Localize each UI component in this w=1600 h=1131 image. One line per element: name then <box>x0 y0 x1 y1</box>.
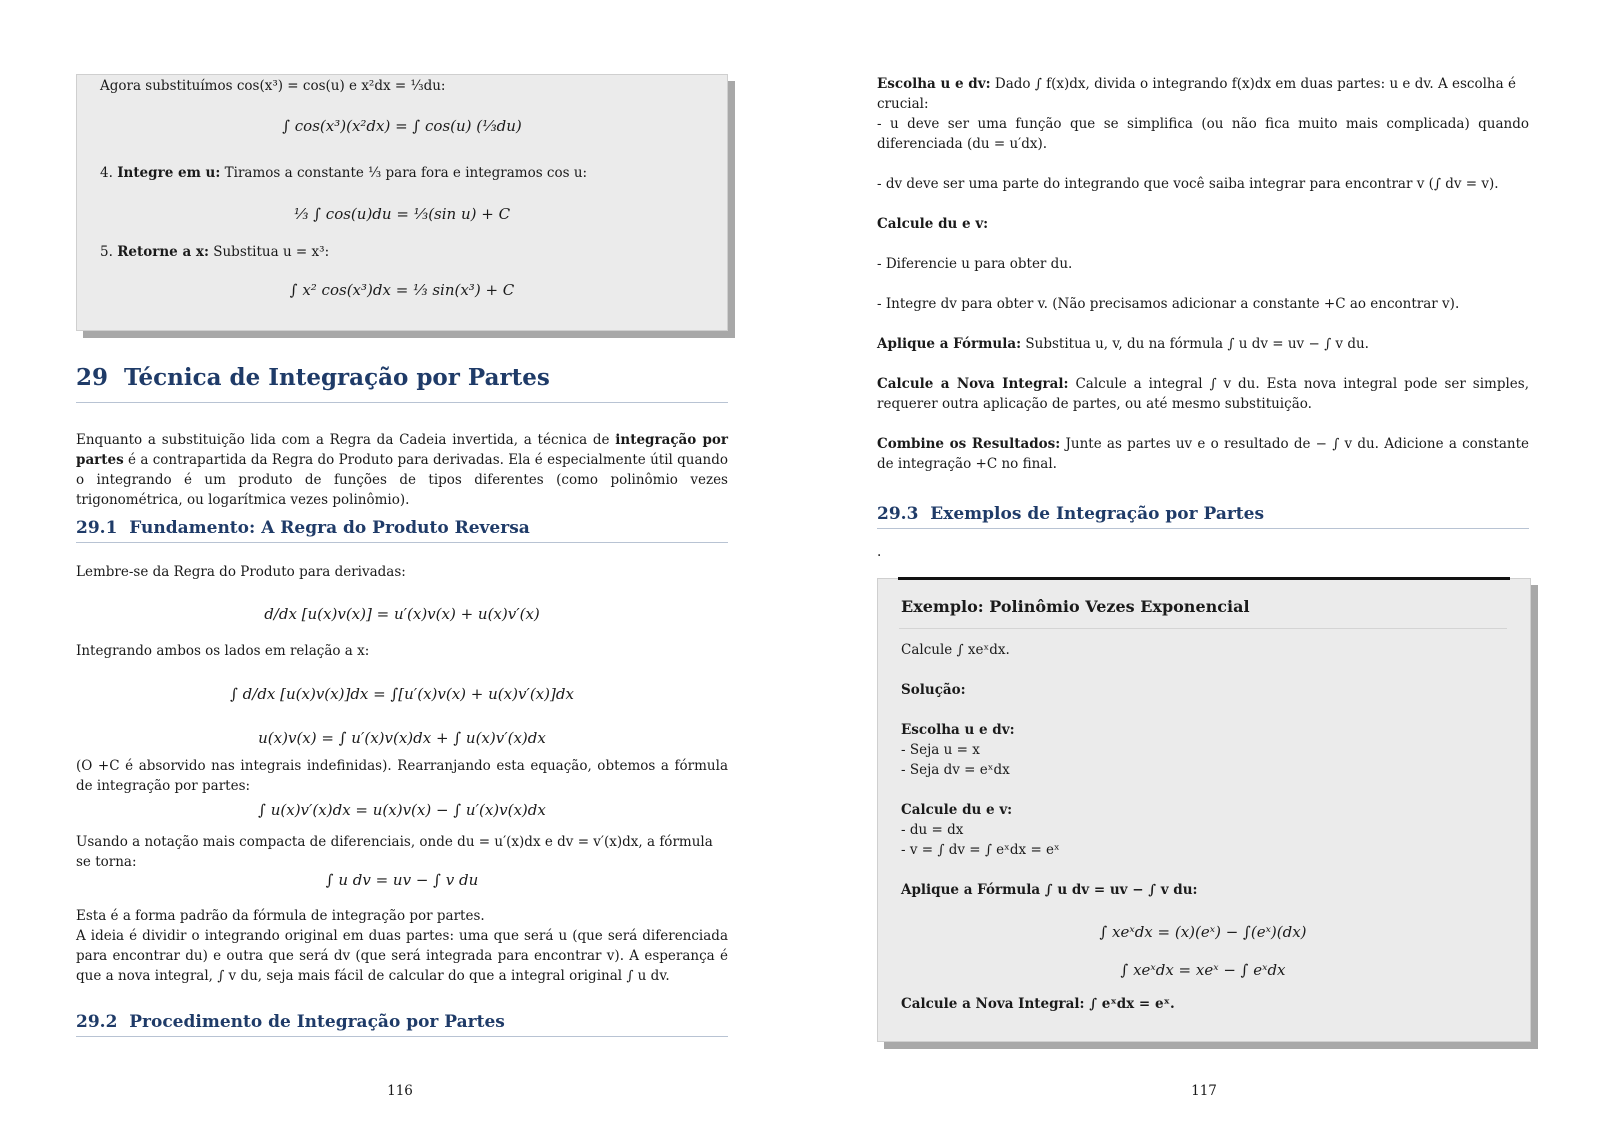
example-title: Exemplo: Polinômio Vezes Exponencial <box>901 597 1250 616</box>
apply-label: Aplique a Fórmula: <box>877 336 1022 352</box>
combine-label: Combine os Resultados: <box>877 436 1061 452</box>
box-step4 <box>100 163 587 183</box>
bullet-int: - Integre dv para obter v. (Não precisamos adicionar a constante +C ao encontrar v). <box>877 296 1460 312</box>
apply-paragraph <box>877 334 1369 354</box>
choose-text: Dado ∫ f(x)dx, divida o integrando f(x)dx em duas partes: u e dv. A escolha é crucial: <box>877 76 1516 112</box>
example-solution: Solução: <box>901 682 966 698</box>
eq-split: u(x)v(x) = ∫ u′(x)v(x)dx + ∫ u(x)v′(x)dx <box>258 729 546 747</box>
calc-label: Calcule du e v: <box>877 216 989 232</box>
example-choose-label: Escolha u e dv: <box>901 722 1015 738</box>
bullet-u: - u deve ser uma função que se simplifica (ou não fica muito mais complicada) quando diferenciada (du = u′dx). <box>877 116 1529 152</box>
step4-label: Integre em u: <box>117 165 221 181</box>
intro-bold: integração por partes <box>76 432 729 468</box>
section-number: 29 <box>76 364 109 391</box>
box-eq1: ∫ cos(x³)(x²dx) = ∫ cos(u) (⅓du) <box>282 117 522 135</box>
subsection-title: Exemplos de Integração por Partes <box>930 504 1265 524</box>
page-number: 117 <box>1191 1083 1217 1099</box>
box-line1: Agora substituímos cos(x³) = cos(u) e x²dx = ⅓du: <box>100 78 446 94</box>
subsection-rule <box>877 528 1529 529</box>
integrating-paragraph: Integrando ambos os lados em relação a x: <box>76 643 370 659</box>
example-eq1: ∫ xeˣdx = (x)(eˣ) − ∫(eˣ)(dx) <box>1099 923 1307 941</box>
subsection-29-2 <box>76 1012 505 1032</box>
intro-text-1: Enquanto a substituição lida com a Regra da Cadeia invertida, a técnica de <box>76 432 616 448</box>
example-eq2: ∫ xeˣdx = xeˣ − ∫ eˣdx <box>1120 961 1286 979</box>
section-heading <box>76 364 550 391</box>
bullet-diff: - Diferencie u para obter du. <box>877 256 1073 272</box>
choose-label: Escolha u e dv: <box>877 76 991 92</box>
subsection-title: Fundamento: A Regra do Produto Reversa <box>129 518 530 538</box>
example-choose-1: - Seja u = x <box>901 742 980 758</box>
example-calc-label: Calcule du e v: <box>901 802 1013 818</box>
combine-paragraph <box>877 434 1529 474</box>
step4-text: Tiramos a constante ⅓ para fora e integramos cos u: <box>224 165 588 181</box>
subsection-number: 29.2 <box>76 1012 118 1032</box>
rearrange-paragraph: (O +C é absorvido nas integrais indefinidas). Rearranjando esta equação, obtemos a fórmula de integração por partes: <box>76 758 728 794</box>
example-top-bar <box>898 577 1510 580</box>
idea-paragraph: A ideia é dividir o integrando original em duas partes: uma que será u (que será diferenciada para encontrar du) e outra que será dv (que será integrada para encontrar v). A esperança é que a nova integral, ∫ v du, seja mais fácil de calcular do que a integral original ∫ u dv. <box>76 928 728 984</box>
example-calc: Calcule ∫ xeˣdx. <box>901 642 1010 658</box>
intro-text-2: é a contrapartida da Regra do Produto para derivadas. Ela é especialmente útil quando o integrando é um produto de funções de tipos diferentes (como polinômio vezes trigonométrica, ou logarítmica vezes polinômio). <box>76 452 728 508</box>
example-calc-1: - du = dx <box>901 822 964 838</box>
right-page <box>800 0 1600 1131</box>
step5-label: Retorne a x: <box>117 244 209 260</box>
step4-number: 4. <box>100 165 113 181</box>
stray-dot: . <box>877 544 882 560</box>
eq-product-rule: d/dx [u(x)v(x)] = u′(x)v(x) + u(x)v′(x) <box>264 605 540 623</box>
subsection-29-3 <box>877 504 1264 524</box>
eq-parts-formula: ∫ u(x)v′(x)dx = u(x)v(x) − ∫ u′(x)v(x)dx <box>258 801 546 819</box>
apply-text: Substitua u, v, du na fórmula ∫ u dv = uv − ∫ v du. <box>1025 336 1369 352</box>
example-calc-2: - v = ∫ dv = ∫ eˣdx = eˣ <box>901 842 1060 858</box>
subsection-rule <box>76 1036 728 1037</box>
section-title: Técnica de Integração por Partes <box>124 364 550 391</box>
newint-paragraph <box>877 374 1529 414</box>
standard-paragraph: Esta é a forma padrão da fórmula de integração por partes. <box>76 908 485 924</box>
compact-paragraph: Usando a notação mais compacta de diferenciais, onde du = u′(x)dx e dv = v′(x)dx, a fórmula se torna: <box>76 834 713 870</box>
example-choose-2: - Seja dv = eˣdx <box>901 762 1010 778</box>
step5-text: Substitua u = x³: <box>213 244 330 260</box>
example-apply-label: Aplique a Fórmula ∫ u dv = uv − ∫ v du: <box>901 882 1198 898</box>
step5-number: 5. <box>100 244 113 260</box>
example-newint: Calcule a Nova Integral: ∫ eˣdx = eˣ. <box>901 996 1175 1012</box>
example-title-rule <box>899 628 1507 629</box>
section-rule <box>76 402 728 403</box>
bullet-dv: - dv deve ser uma parte do integrando que você saiba integrar para encontrar v (∫ dv = v). <box>877 176 1499 192</box>
box-eq2: ⅓ ∫ cos(u)du = ⅓(sin u) + C <box>293 205 511 223</box>
choose-paragraph <box>877 74 1529 114</box>
subsection-number: 29.1 <box>76 518 118 538</box>
eq-compact-formula: ∫ u dv = uv − ∫ v du <box>325 871 479 889</box>
page-number: 116 <box>387 1083 413 1099</box>
combine-text: Junte as partes uv e o resultado de − ∫ v du. Adicione a constante de integração +C no final. <box>877 436 1529 472</box>
box-eq3: ∫ x² cos(x³)dx = ⅓ sin(x³) + C <box>289 281 515 299</box>
newint-label: Calcule a Nova Integral: <box>877 376 1069 392</box>
box-step5 <box>100 242 329 262</box>
subsection-29-1 <box>76 518 530 538</box>
eq-integrate-both: ∫ d/dx [u(x)v(x)]dx = ∫[u′(x)v(x) + u(x)v′(x)]dx <box>230 685 574 703</box>
intro-paragraph <box>76 430 728 510</box>
recall-paragraph: Lembre-se da Regra do Produto para derivadas: <box>76 564 406 580</box>
newint-text: Calcule a integral ∫ v du. Esta nova integral pode ser simples, requerer outra aplicação de partes, ou até mesmo substituição. <box>877 376 1529 412</box>
subsection-number: 29.3 <box>877 504 919 524</box>
subsection-rule <box>76 542 728 543</box>
subsection-title: Procedimento de Integração por Partes <box>129 1012 505 1032</box>
